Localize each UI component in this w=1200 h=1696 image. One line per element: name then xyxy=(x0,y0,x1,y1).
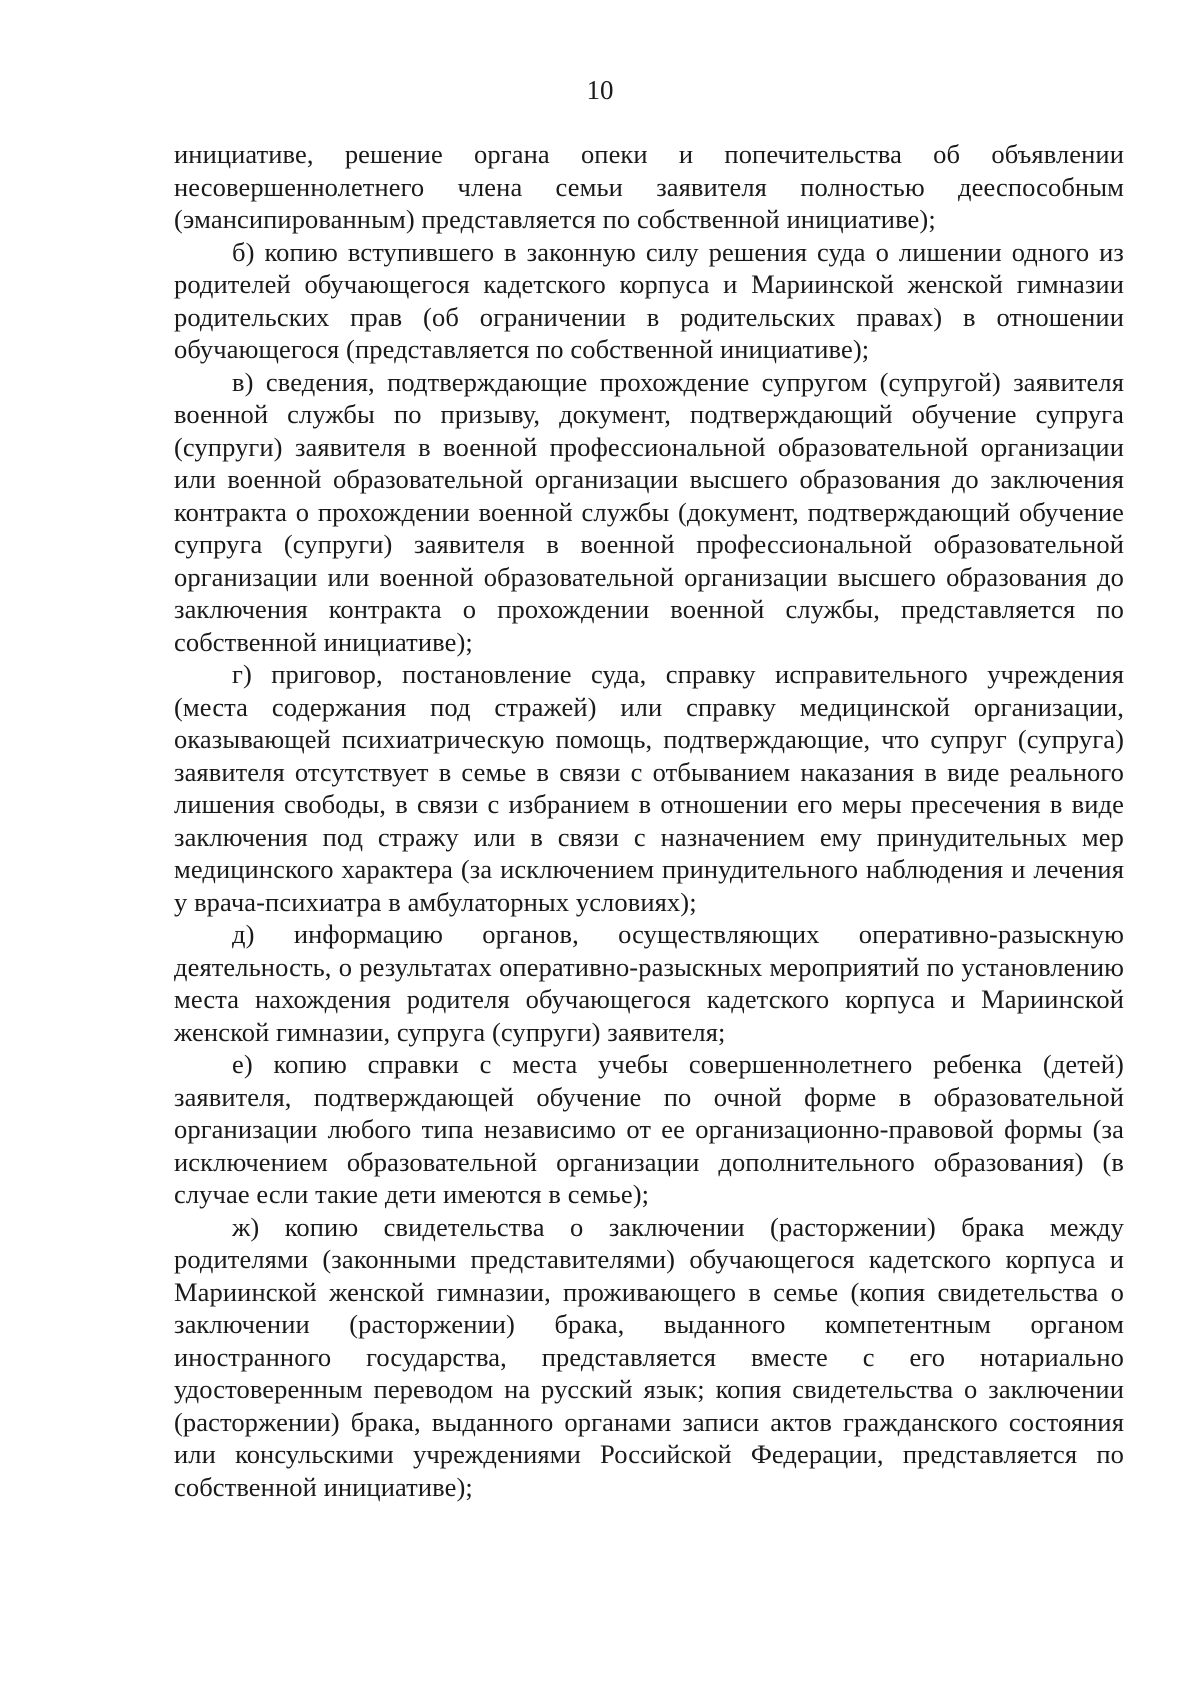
paragraph-item-d: д) информацию органов, осуществляющих оперативно-разыскную деятельность, о результатах оперативно-разыскных мероприятий по установлению места нахождения родителя обучающегося кадетского корпуса и Мариинской женской гимназии, супруга (супруги) заявителя; xyxy=(174,919,1124,1047)
paragraph-item-b: б) копию вступившего в законную силу решения суда о лишении одного из родителей обучающегося кадетского корпуса и Мариинской женской гимназии родительских прав (об ограничении в родительских правах) в отношении обучающегося (представляется по собственной инициативе); xyxy=(174,236,1124,364)
page-number: 10 xyxy=(586,75,614,105)
paragraph-item-zh: ж) копию свидетельства о заключении (расторжении) брака между родителями (законными представителями) обучающегося кадетского корпуса и Мариинской женской гимназии, проживающего в семье (копия свидетельства о заключении (расторжении) брака, выданного компетентным органом иностранного государства, представляется вместе с его нотариально удостоверенным переводом на русский язык; копия свидетельства о заключении (расторжении) брака, выданного органами записи актов гражданского состояния или консульскими учреждениями Российской Федерации, представляется по собственной инициативе); xyxy=(174,1211,1124,1502)
paragraph-continuation: инициативе, решение органа опеки и попечительства об объявлении несовершеннолетнего члена семьи заявителя полностью дееспособным (эмансипированным) представляется по собственной инициативе); xyxy=(174,139,1124,234)
paragraph-item-g: г) приговор, постановление суда, справку исправительного учреждения (места содержания под стражей) или справку медицинской организации, оказывающей психиатрическую помощь, подтверждающие, что супруг (супруга) заявителя отсутствует в семье в связи с отбыванием наказания в виде реального лишения свободы, в связи с избранием в отношении его меры пресечения в виде заключения под стражу или в связи с назначением ему принудительных мер медицинского характера (за исключением принудительного наблюдения и лечения у врача-психиатра в амбулаторных условиях); xyxy=(174,659,1124,917)
paragraph-item-e: е) копию справки с места учебы совершеннолетнего ребенка (детей) заявителя, подтверждающей обучение по очной форме в образовательной организации любого типа независимо от ее организационно-правовой формы (за исключением образовательной организации дополнительного образования) (в случае если такие дети имеются в семье); xyxy=(174,1049,1124,1209)
paragraph-item-v: в) сведения, подтверждающие прохождение супругом (супругой) заявителя военной службы по призыву, документ, подтверждающий обучение супруга (супруги) заявителя в военной профессиональной образовательной организации или военной образовательной организации высшего образования до заключения контракта о прохождении военной службы (документ, подтверждающий обучение супруга (супруги) заявителя в военной профессиональной образовательной организации или военной образовательной организации высшего образования до заключения контракта о прохождении военной службы, представляется по собственной инициативе); xyxy=(174,366,1124,657)
document-body xyxy=(174,138,1124,1503)
